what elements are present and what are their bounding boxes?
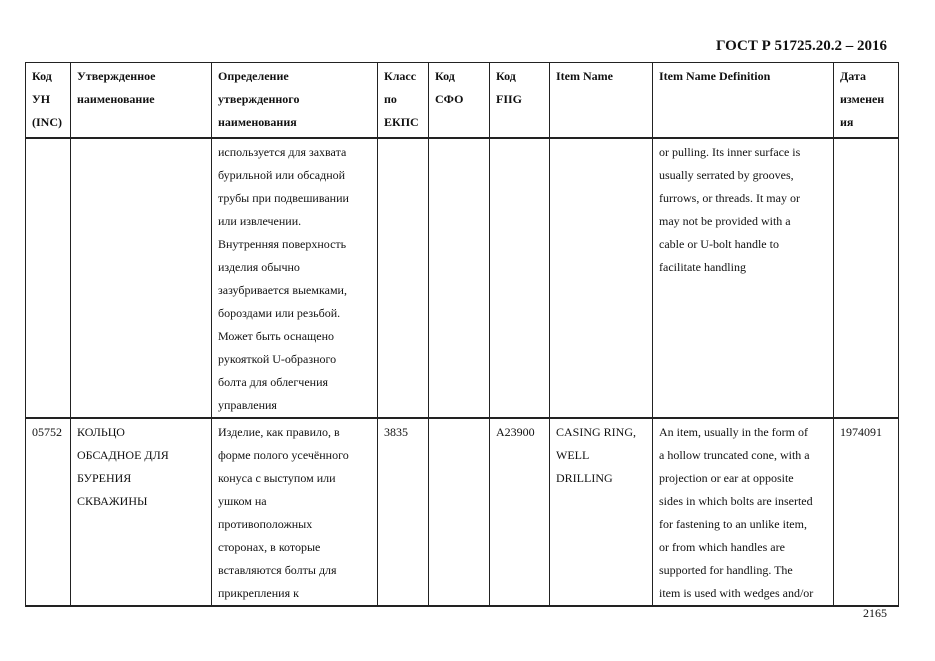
- col-change-date-cell: [834, 138, 899, 418]
- header-line: Код: [435, 69, 455, 83]
- document-header: ГОСТ Р 51725.20.2 – 2016: [715, 38, 887, 54]
- header-line: Код: [32, 69, 52, 83]
- cell-line: болта для облегчения: [218, 375, 329, 389]
- cell-line: 05752: [32, 425, 62, 439]
- col-item-name-cell: [550, 138, 653, 418]
- header-line: Item Name Definition: [659, 69, 771, 83]
- table-row: [26, 138, 899, 418]
- cell-line: конуса с выступом или: [218, 471, 336, 485]
- cell-line: бурильной или обсадной: [218, 168, 346, 182]
- classification-table: [25, 62, 899, 607]
- cell-line: a hollow truncated cone, with a: [659, 448, 810, 462]
- header-line: ЕКПС: [384, 115, 419, 129]
- page-number: 2165: [863, 606, 887, 620]
- table-body: [26, 138, 899, 606]
- col-sfo-code-cell: [429, 418, 490, 606]
- cell-line: трубы при подвешивании: [218, 191, 349, 205]
- cell-line: БУРЕНИЯ: [77, 471, 132, 485]
- cell-line: 1974091: [840, 425, 882, 439]
- cell-line: A23900: [496, 425, 535, 439]
- col-item-definition-cell: [653, 418, 834, 606]
- header-line: наименование: [77, 92, 155, 106]
- cell-line: зазубривается выемками,: [218, 283, 347, 297]
- cell-line: CASING RING,: [556, 425, 637, 439]
- cell-line: may not be provided with a: [659, 214, 791, 228]
- col-ekps-class-cell: [378, 418, 429, 606]
- header-line: FIIG: [496, 92, 523, 106]
- cell-line: 3835: [384, 425, 408, 439]
- cell-line: прикрепления к: [218, 586, 299, 600]
- col-item-name-header: [550, 63, 653, 139]
- col-fiig-code-cell: [490, 138, 550, 418]
- col-ekps-class-cell: [378, 138, 429, 418]
- col-change-date-header: [834, 63, 899, 139]
- header-line: ия: [840, 115, 854, 129]
- cell-line: Может быть оснащено: [218, 329, 335, 343]
- col-inc-code-header: [26, 63, 71, 139]
- header-line: утвержденного: [218, 92, 300, 106]
- col-ekps-class-header: [378, 63, 429, 139]
- cell-line: projection or ear at opposite: [659, 471, 794, 485]
- header-line: по: [384, 92, 397, 106]
- col-sfo-code-cell: [429, 138, 490, 418]
- header-line: Класс: [384, 69, 417, 83]
- cell-line: DRILLING: [556, 471, 613, 485]
- table-header-row: [26, 63, 899, 139]
- header-line: Item Name: [556, 69, 613, 83]
- cell-line: supported for handling. The: [659, 563, 793, 577]
- header-line: Код: [496, 69, 516, 83]
- col-approved-name-cell: [71, 418, 212, 606]
- cell-line: sides in which bolts are inserted: [659, 494, 813, 508]
- header-line: УН: [32, 92, 51, 106]
- cell-line: форме полого усечённого: [218, 448, 349, 462]
- cell-line: используется для захвата: [218, 145, 347, 159]
- header-line: наименования: [218, 115, 297, 129]
- cell-line: furrows, or threads. It may or: [659, 191, 800, 205]
- cell-line: or pulling. Its inner surface is: [659, 145, 801, 159]
- col-approved-name-header: [71, 63, 212, 139]
- cell-line: КОЛЬЦО: [77, 425, 125, 439]
- header-line: Определение: [218, 69, 289, 83]
- col-item-definition-cell: [653, 138, 834, 418]
- cell-line: бороздами или резьбой.: [218, 306, 341, 320]
- col-inc-code-cell: [26, 138, 71, 418]
- cell-line: СКВАЖИНЫ: [77, 494, 148, 508]
- cell-line: сторонах, в которые: [218, 540, 321, 554]
- header-line: Дата: [840, 69, 866, 83]
- col-name-definition-header: [212, 63, 378, 139]
- cell-line: Внутренняя поверхность: [218, 237, 347, 251]
- cell-line: противоположных: [218, 517, 313, 531]
- cell-line: for fastening to an unlike item,: [659, 517, 807, 531]
- cell-line: ушком на: [218, 494, 267, 508]
- cell-line: управления: [218, 398, 277, 412]
- header-line: Утвержденное: [77, 69, 156, 83]
- col-change-date-cell: [834, 418, 899, 606]
- cell-line: usually serrated by grooves,: [659, 168, 794, 182]
- header-line: изменен: [840, 92, 885, 106]
- col-fiig-code-header: [490, 63, 550, 139]
- header-line: СФО: [435, 92, 464, 106]
- cell-line: item is used with wedges and/or: [659, 586, 814, 600]
- cell-line: вставляются болты для: [218, 563, 337, 577]
- table-row: [26, 418, 899, 606]
- cell-line: cable or U-bolt handle to: [659, 237, 779, 251]
- col-name-definition-cell: [212, 418, 378, 606]
- cell-line: WELL: [556, 448, 590, 462]
- col-sfo-code-header: [429, 63, 490, 139]
- col-fiig-code-cell: [490, 418, 550, 606]
- cell-line: An item, usually in the form of: [659, 425, 808, 439]
- cell-line: or from which handles are: [659, 540, 785, 554]
- cell-line: ОБСАДНОЕ ДЛЯ: [77, 448, 169, 462]
- cell-line: рукояткой U-образного: [218, 352, 337, 366]
- col-item-name-cell: [550, 418, 653, 606]
- col-name-definition-cell: [212, 138, 378, 418]
- cell-line: Изделие, как правило, в: [218, 425, 340, 439]
- cell-line: facilitate handling: [659, 260, 746, 274]
- cell-line: изделия обычно: [218, 260, 300, 274]
- header-line: (INC): [32, 115, 62, 129]
- cell-line: или извлечении.: [218, 214, 302, 228]
- col-inc-code-cell: [26, 418, 71, 606]
- col-item-definition-header: [653, 63, 834, 139]
- col-approved-name-cell: [71, 138, 212, 418]
